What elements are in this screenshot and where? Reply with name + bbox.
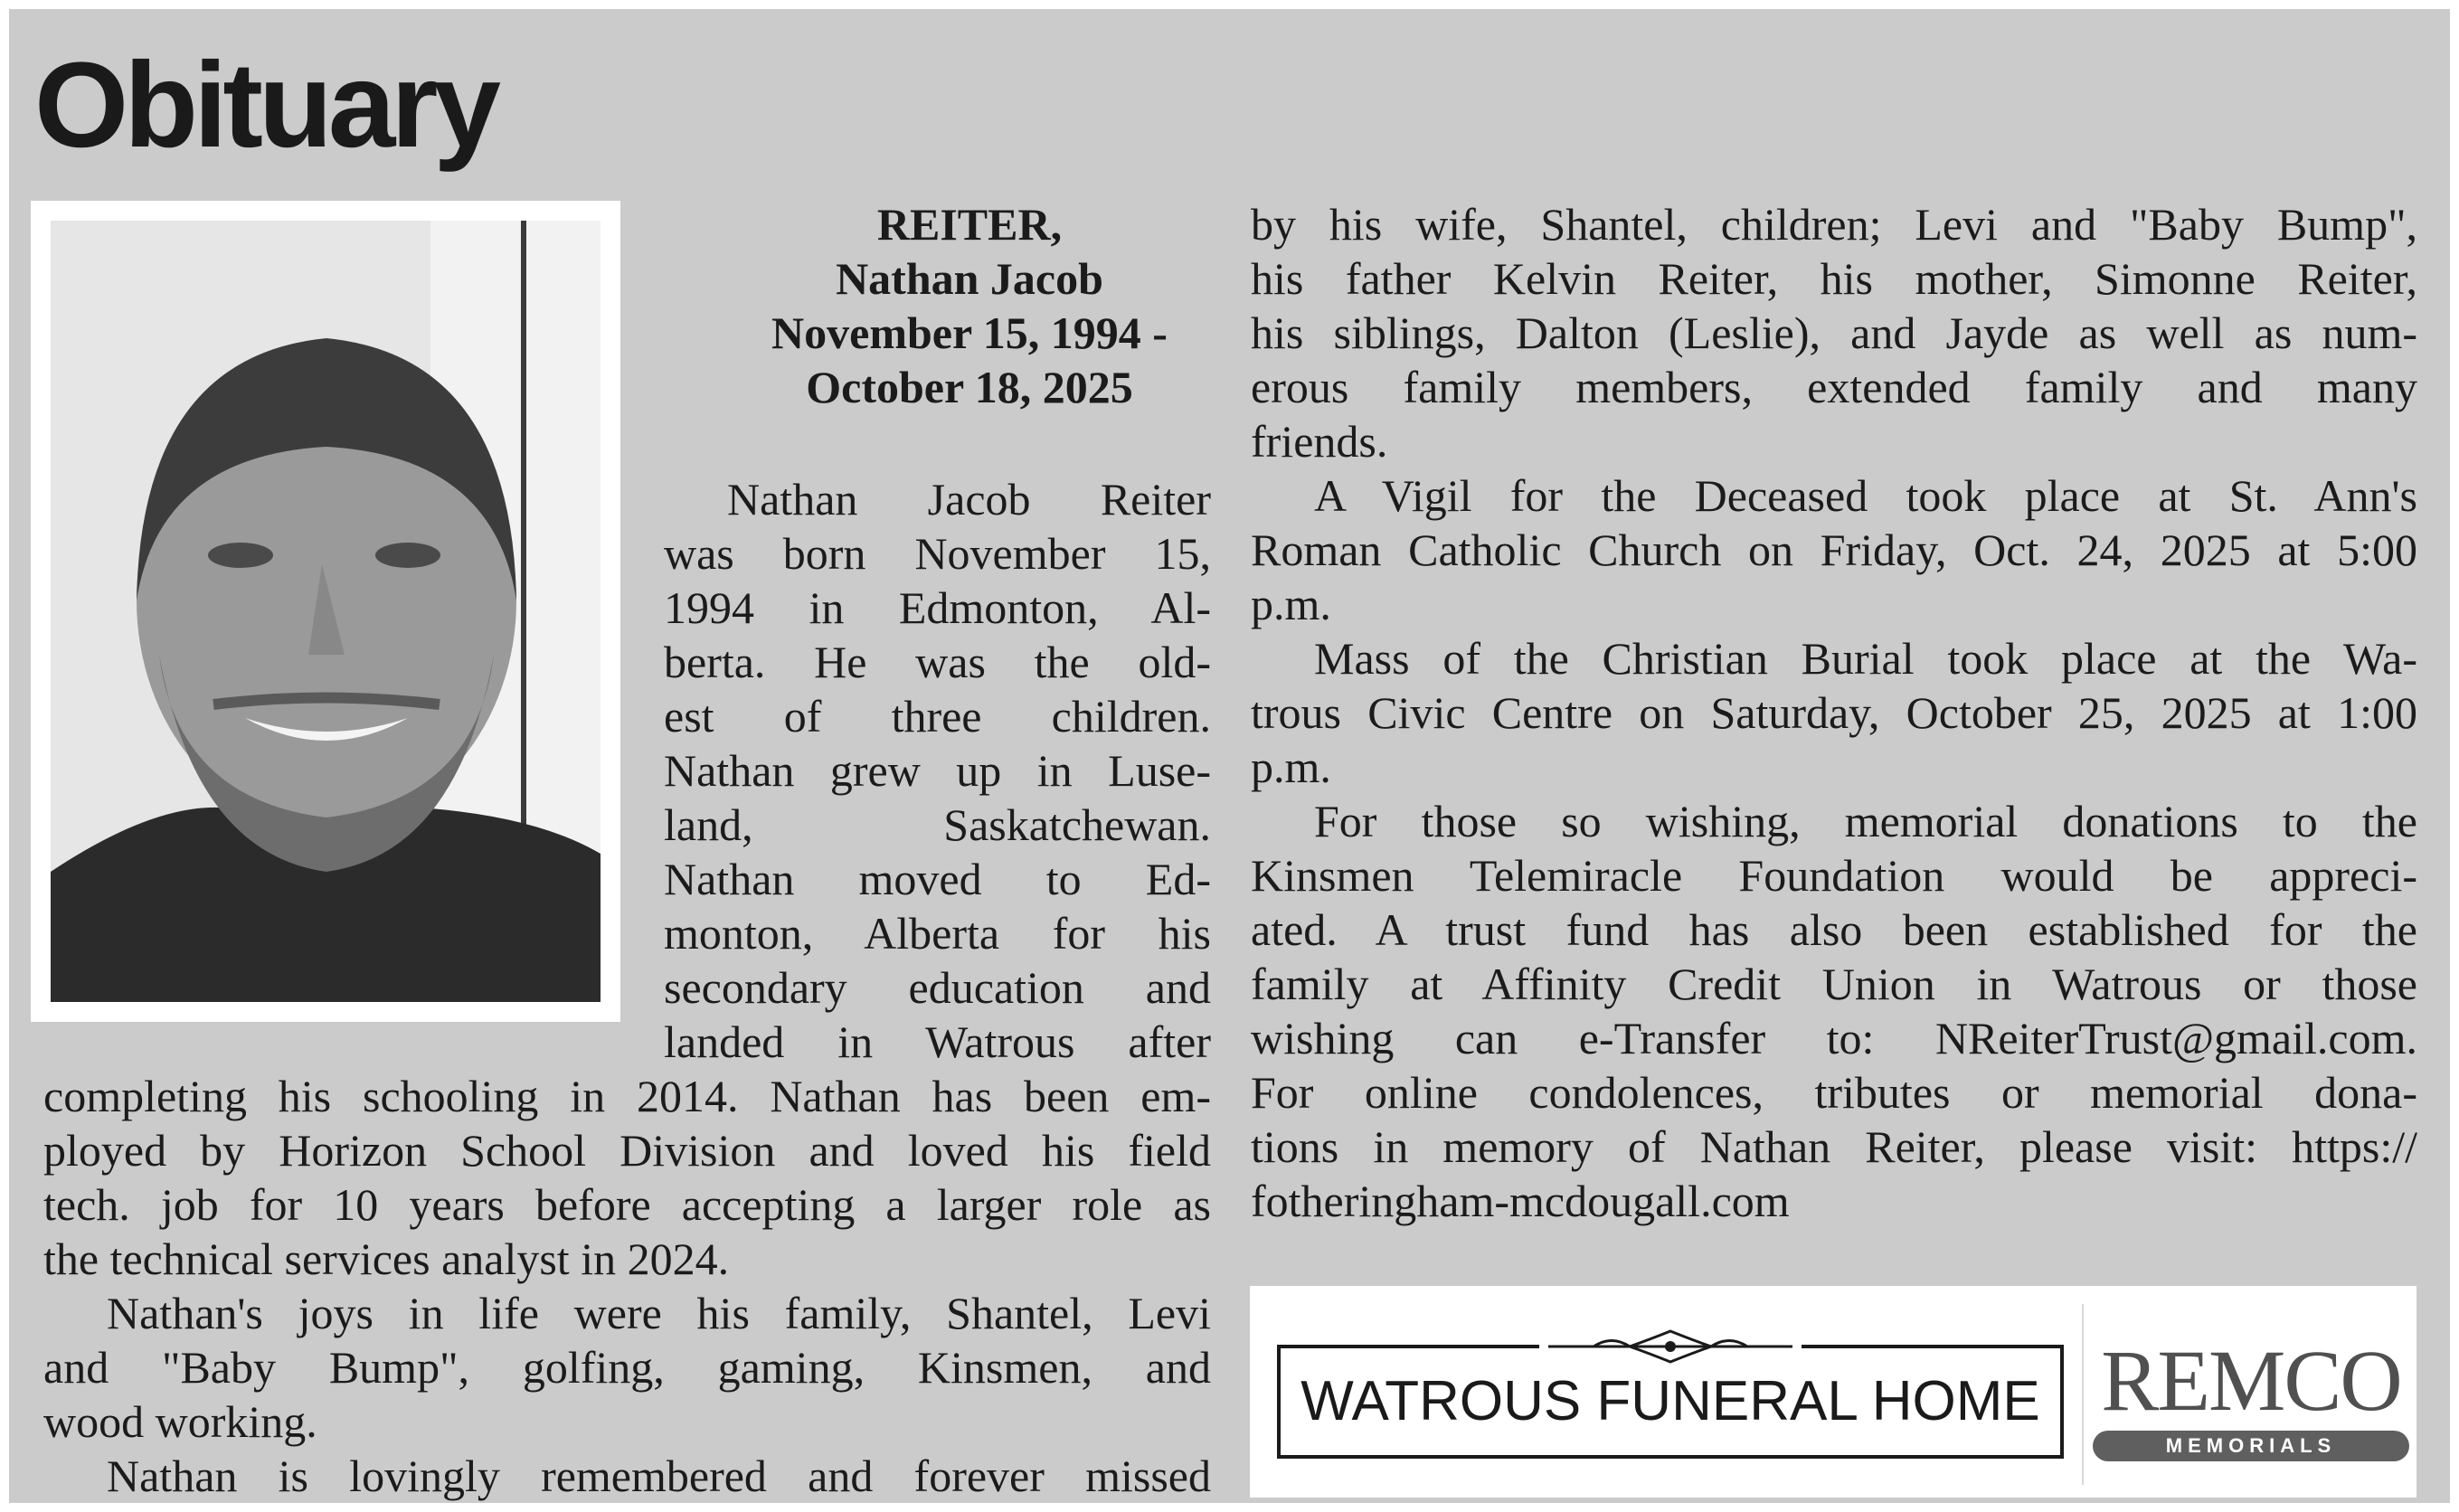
text-line: ated. A trust fund has also been established for the [1251, 904, 2417, 955]
obituary-text-right [1251, 197, 2417, 1228]
text-line: ployed by Horizon School Division and loved his field [43, 1125, 1211, 1176]
text-line: Nathan is lovingly remembered and forever missed [107, 1451, 1211, 1501]
text-line: Mass of the Christian Burial took place at the Wa- [1314, 633, 2417, 684]
text-line: Nathan moved to Ed- [664, 854, 1211, 904]
text-line: For those so wishing, memorial donations to the [1314, 796, 2417, 846]
text-line: landed in Watrous after [664, 1016, 1211, 1067]
name-and-dates [689, 197, 1250, 414]
text-line: wishing can e-Transfer to: NReiterTrust@gmail.com. [1251, 1013, 2417, 1063]
text-line: was born November 15, [664, 528, 1211, 579]
obituary-page [9, 9, 2450, 1503]
text-line: Kinsmen Telemiracle Foundation would be appreci- [1251, 850, 2417, 901]
obituary-text-middle [664, 472, 1211, 1069]
text-line: family at Affinity Credit Union in Watrous or those [1251, 959, 2417, 1009]
text-line: his siblings, Dalton (Leslie), and Jayde as well as num- [1251, 307, 2417, 358]
text-line: tions in memory of Nathan Reiter, please visit: https:// [1251, 1121, 2417, 1172]
text-line: erous family members, extended family and many [1251, 362, 2417, 412]
text-line: tech. job for 10 years before accepting a larger role as [43, 1179, 1211, 1230]
text-line: his father Kelvin Reiter, his mother, Simonne Reiter, [1251, 253, 2417, 304]
text-line: completing his schooling in 2014. Nathan has been em- [43, 1071, 1211, 1121]
text-line: Nathan's joys in life were his family, Shantel, Levi [107, 1288, 1211, 1338]
text-line: A Vigil for the Deceased took place at St. Ann's [1314, 470, 2417, 521]
surname: REITER, [876, 199, 1063, 250]
text-line: est of three children. [664, 691, 1211, 742]
text-line: by his wife, Shantel, children; Levi and "Baby Bump", [1251, 199, 2417, 250]
sponsor-logos [1250, 1286, 2416, 1498]
remco-tagline: MEMORIALS [2093, 1431, 2409, 1461]
text-line: p.m. [1251, 742, 1331, 792]
text-line: For online condolences, tributes or memorial dona- [1251, 1067, 2417, 1118]
text-line: secondary education and [664, 962, 1211, 1013]
given-names: Nathan Jacob [836, 253, 1103, 304]
text-line: p.m. [1251, 579, 1331, 629]
text-line: friends. [1251, 416, 1388, 467]
text-line: fotheringham-mcdougall.com [1251, 1176, 1790, 1226]
text-line: the technical services analyst in 2024. [43, 1233, 730, 1284]
text-line: monton, Alberta for his [664, 908, 1211, 959]
death-date: October 18, 2025 [806, 362, 1133, 412]
remco-wordmark: REMCO [2101, 1332, 2401, 1429]
text-line: Nathan grew up in Luse- [664, 745, 1211, 796]
obituary-text-lower-left [43, 1069, 1211, 1503]
remco-memorials-logo [2082, 1304, 2409, 1485]
watrous-funeral-home-logo [1277, 1313, 2064, 1467]
text-line: land, Saskatchewan. [664, 799, 1211, 850]
flourish-ornament-icon [1539, 1313, 1802, 1367]
page-title: Obituary [34, 38, 497, 173]
birth-date: November 15, 1994 - [771, 307, 1168, 358]
portrait-photo [51, 221, 601, 1002]
text-line: Roman Catholic Church on Friday, Oct. 24, 2025 at 5:00 [1251, 524, 2417, 575]
text-line: trous Civic Centre on Saturday, October 25, 2025 at 1:00 [1251, 687, 2417, 738]
text-line: Nathan Jacob Reiter [727, 474, 1211, 524]
text-line: wood working. [43, 1396, 317, 1447]
portrait-frame [31, 201, 620, 1022]
text-line: 1994 in Edmonton, Al- [664, 582, 1211, 633]
text-line: and "Baby Bump", golfing, gaming, Kinsmen, and [43, 1342, 1211, 1393]
funeral-home-name: WATROUS FUNERAL HOME [1300, 1370, 2040, 1432]
text-line: berta. He was the old- [664, 637, 1211, 687]
